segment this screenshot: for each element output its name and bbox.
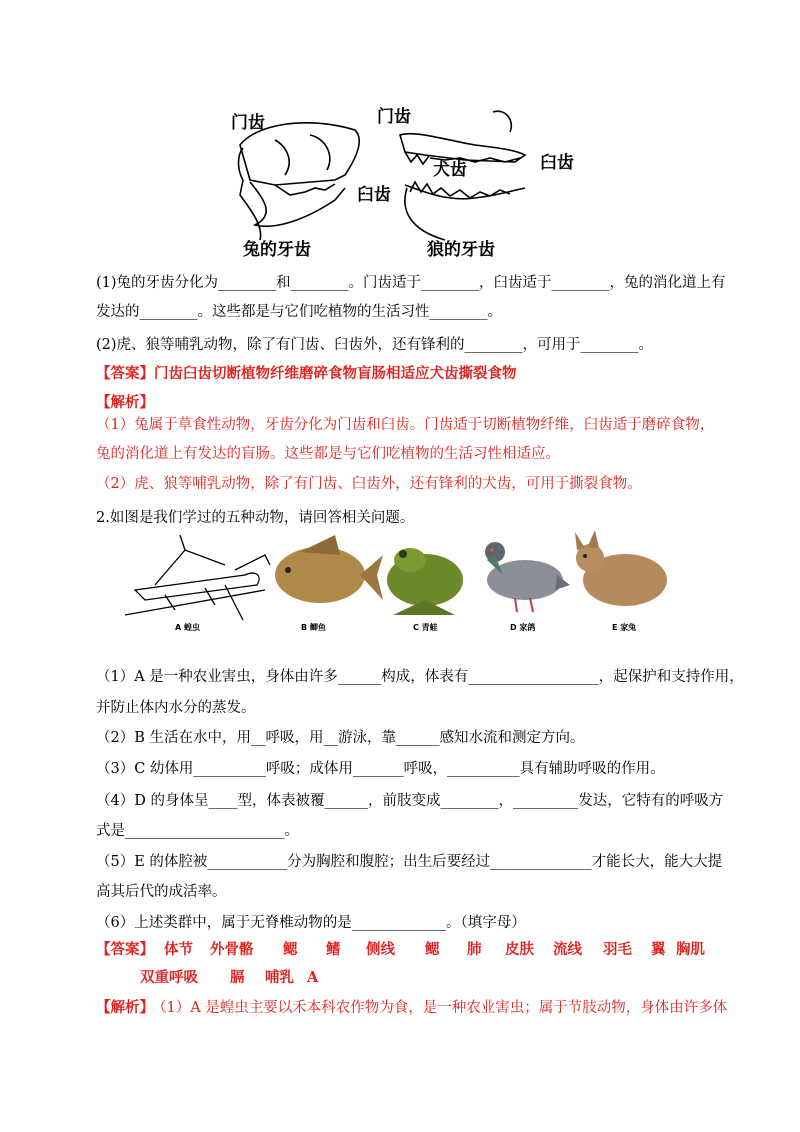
q2-answer-15: 哺乳 bbox=[265, 969, 294, 986]
caption-c: C 青蛙 bbox=[413, 623, 438, 632]
q2-answer-11: 翼 bbox=[651, 941, 666, 958]
rabbit-teeth-caption: 兔的牙齿 bbox=[243, 240, 311, 260]
q2-p4-line1: （4）D 的身体呈____型，体表被覆______，前肢变成________，_________发达，它特有的呼吸方 bbox=[96, 793, 724, 809]
animals-figure bbox=[125, 530, 675, 635]
wolf-teeth-caption: 狼的牙齿 bbox=[427, 240, 495, 260]
q1-analysis-line3: （2）虎、狼等哺乳动物，除了有门齿、臼齿外，还有锋利的犬齿，可用于撕裂食物。 bbox=[96, 476, 642, 492]
q2-answer-2: 外骨骼 bbox=[210, 941, 254, 958]
frog-drawing bbox=[387, 548, 463, 615]
q2-analysis-label: 【解析】 bbox=[96, 999, 154, 1016]
rabbit-incisor-label: 门齿 bbox=[231, 113, 265, 133]
caption-e: E 家兔 bbox=[612, 623, 637, 632]
q2-p1-line1: （1）A 是一种农业害虫，身体由许多______构成，体表有__________________，起保护和支持作用， bbox=[96, 669, 744, 685]
carp-drawing bbox=[275, 535, 383, 603]
q1-line3: (2)虎、狼等哺乳动物，除了有门齿、臼齿外，还有锋利的________，可用于________。 bbox=[96, 337, 654, 353]
q1-answer: 【答案】门齿臼齿切断植物纤维磨碎食物盲肠相适应犬齿撕裂食物 bbox=[96, 365, 517, 382]
caption-d: D 家鸽 bbox=[510, 623, 536, 632]
q2-p6: （6）上述类群中，属于无脊椎动物的是_____________。（填字母） bbox=[96, 915, 526, 931]
q1-analysis-line2: 兔的消化道上有发达的盲肠。这些都是与它们吃植物的生活习性相适应。 bbox=[96, 446, 560, 462]
q2-p1-line2: 并防止体内水分的蒸发。 bbox=[96, 700, 256, 716]
q1-analysis-line1: （1）兔属于草食性动物，牙齿分化为门齿和臼齿。门齿适于切断植物纤维，臼齿适于磨碎食物， bbox=[96, 417, 715, 433]
wolf-molar-label: 臼齿 bbox=[540, 153, 574, 173]
teeth-figure bbox=[215, 100, 595, 260]
q1-analysis-label: 【解析】 bbox=[96, 394, 154, 411]
q2-title: 2.如图是我们学过的五种动物，请回答相关问题。 bbox=[96, 510, 415, 526]
caption-b: B 鲫鱼 bbox=[301, 623, 326, 632]
q2-p5-line2: 高其后代的成活率。 bbox=[96, 884, 227, 900]
rabbit-drawing bbox=[575, 530, 667, 606]
q2-answer-6: 鳃 bbox=[425, 941, 440, 958]
locust-drawing bbox=[125, 535, 270, 620]
q2-answer-13: 双重呼吸 bbox=[140, 969, 198, 986]
q2-answer-5: 侧线 bbox=[366, 941, 395, 958]
q2-p2: （2）B 生活在水中，用__呼吸，用__游泳，靠______感知水流和测定方向。 bbox=[96, 730, 585, 746]
q2-p3: （3）C 幼体用__________呼吸；成体用_______呼吸，__________具有辅助呼吸的作用。 bbox=[96, 761, 665, 777]
q1-line1: (1)兔的牙齿分化为________和________。门齿适于________，臼齿适于________，兔的消化道上有 bbox=[96, 275, 726, 291]
q2-analysis-line1: （1）A 是蝗虫主要以禾本科农作物为食，是一种农业害虫；属于节肢动物，身体由许多体 bbox=[152, 1000, 728, 1016]
q2-answer-1: 体节 bbox=[164, 941, 193, 958]
q2-answer-8: 皮肤 bbox=[505, 941, 534, 958]
rabbit-skull-drawing bbox=[239, 123, 360, 240]
q2-answer-4: 鳍 bbox=[326, 941, 341, 958]
rabbit-molar-label: 臼齿 bbox=[357, 185, 391, 205]
q2-answer-7: 肺 bbox=[467, 941, 482, 958]
q2-answer-16: A bbox=[307, 969, 319, 986]
q2-answer-12: 胸肌 bbox=[676, 941, 705, 958]
wolf-incisor-label: 门齿 bbox=[377, 107, 411, 127]
q1-line2: 发达的________。这些都是与它们吃植物的生活习性________。 bbox=[96, 304, 502, 320]
q2-answer-9: 流线 bbox=[553, 941, 582, 958]
pigeon-drawing bbox=[485, 542, 570, 612]
q2-p5-line1: （5）E 的体腔被___________分为胸腔和腹腔；出生后要经过______________才能长大，能大大提 bbox=[96, 854, 723, 870]
caption-a: A 蝗虫 bbox=[175, 623, 200, 632]
q2-answer-3: 鳃 bbox=[283, 941, 298, 958]
q2-answer-label: 【答案】 bbox=[96, 941, 154, 958]
q2-p4-line2: 式是______________________。 bbox=[96, 823, 299, 839]
q2-answer-14: 膈 bbox=[230, 969, 245, 986]
wolf-canine-label: 犬齿 bbox=[433, 160, 467, 180]
q2-answer-10: 羽毛 bbox=[603, 941, 632, 958]
